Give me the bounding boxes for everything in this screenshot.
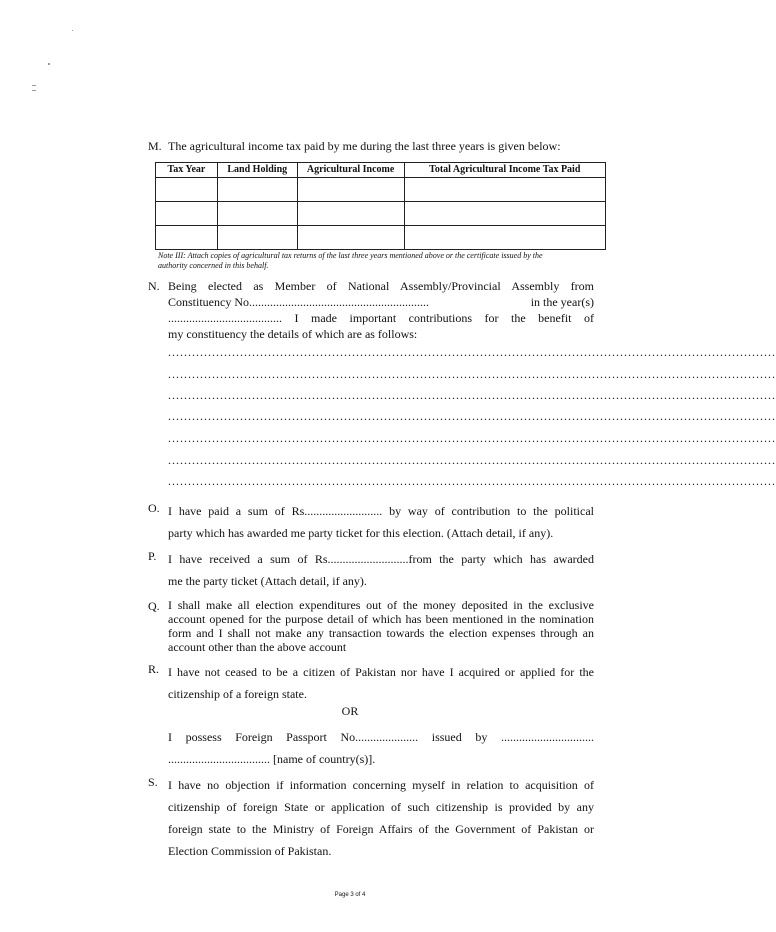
section-p-line-1: I have received a sum of Rs...........................from the party which has awarded (168, 552, 594, 566)
section-o (148, 500, 594, 545)
section-o-line-2: party which has awarded me party ticket for this election. (Attach detail, if any). (168, 526, 554, 540)
scan-speck (72, 30, 73, 31)
section-o-line-1: I have paid a sum of Rs.......................... by way of contribution to the political (168, 504, 594, 518)
section-p-letter: P. (148, 549, 157, 563)
dotted-entry-line[interactable]: ........................................................................................................................................................ (168, 345, 776, 359)
section-n-line-2 (168, 294, 594, 310)
section-n-line-1: Being elected as Member of National Assembly/Provincial Assembly from (168, 279, 594, 293)
or-separator: OR (341, 704, 359, 718)
section-n-line-3: ...................................... I made important contributions for the benefit of (168, 311, 594, 325)
scan-speck (48, 63, 50, 65)
table-header-row (156, 163, 606, 178)
column-header-tax-year: Tax Year (156, 163, 218, 178)
section-n (148, 278, 594, 348)
section-r-letter: R. (148, 662, 160, 676)
scan-speck (32, 90, 36, 91)
column-header-total-tax-paid: Total Agricultural Income Tax Paid (404, 163, 606, 178)
dotted-entry-line[interactable]: ........................................................................................................................................................ (168, 431, 776, 445)
table-cell[interactable] (297, 202, 404, 226)
table-row (156, 178, 606, 202)
table-cell[interactable] (297, 178, 404, 202)
section-r-line-2: citizenship of a foreign state. (168, 687, 307, 701)
section-m-text: The agricultural income tax paid by me during the last three years is given below: (168, 139, 561, 153)
section-q-line-4: account other than the above account (168, 640, 347, 654)
section-q-body (168, 598, 594, 654)
section-q (148, 598, 594, 658)
dotted-entry-line[interactable]: ........................................................................................................................................................ (168, 474, 776, 488)
foreign-passport-line[interactable]: I possess Foreign Passport No..................... issued by ............................... (168, 730, 594, 744)
table-cell[interactable] (156, 202, 218, 226)
section-s (148, 774, 594, 864)
section-s-line-2: citizenship of foreign State or application of such citizenship is provided by any (168, 800, 594, 814)
note-iii (158, 251, 602, 271)
section-o-letter: O. (148, 501, 160, 515)
country-name-line[interactable]: .................................. [name of country(s)]. (168, 752, 376, 766)
dotted-entry-line[interactable]: ........................................................................................................................................................ (168, 409, 776, 423)
column-header-land-holding: Land Holding (217, 163, 297, 178)
note-line-1: Note III: Attach copies of agricultural tax returns of the last three years mentioned above or the certificate issued by the (158, 251, 543, 260)
note-line-2: authority concerned in this behalf. (158, 261, 269, 270)
section-p-body (168, 548, 594, 592)
table-row (156, 226, 606, 250)
table-cell[interactable] (297, 226, 404, 250)
section-s-line-3: foreign state to the Ministry of Foreign Affairs of the Government of Pakistan or (168, 822, 594, 836)
section-q-line-3: form and I shall not make any transaction towards the election expenses through an (168, 626, 594, 640)
in-the-years-label: in the year(s) (530, 295, 594, 309)
section-n-line-4: my constituency the details of which are as follows: (168, 327, 418, 341)
constituency-number-field[interactable]: Constituency No............................................................ (168, 295, 429, 309)
table-cell[interactable] (217, 202, 297, 226)
section-s-letter: S. (148, 775, 158, 789)
dotted-entry-line[interactable]: ........................................................................................................................................................ (168, 388, 776, 402)
section-r (148, 661, 594, 706)
table-cell[interactable] (156, 226, 218, 250)
table-cell[interactable] (404, 202, 606, 226)
section-q-line-2: account opened for the purpose detail of which has been mentioned in the nomination (168, 612, 594, 626)
section-o-body (168, 500, 594, 544)
column-header-agricultural-income: Agricultural Income (297, 163, 404, 178)
section-r-passport (168, 726, 594, 770)
table-cell[interactable] (404, 226, 606, 250)
table-cell[interactable] (156, 178, 218, 202)
section-m-letter: M. (148, 139, 162, 153)
table-cell[interactable] (404, 178, 606, 202)
dotted-entry-line[interactable]: ........................................................................................................................................................ (168, 453, 776, 467)
section-s-line-4: Election Commission of Pakistan. (168, 844, 332, 858)
agricultural-tax-table (155, 162, 606, 250)
section-q-line-1: I shall make all election expenditures out of the money deposited in the exclusive (168, 598, 594, 612)
section-r-body (168, 661, 594, 705)
table-cell[interactable] (217, 178, 297, 202)
section-n-letter: N. (148, 279, 160, 293)
table-row (156, 202, 606, 226)
dotted-entry-line[interactable]: ........................................................................................................................................................ (168, 367, 776, 381)
section-p-line-2: me the party ticket (Attach detail, if any). (168, 574, 367, 588)
section-r-line-1: I have not ceased to be a citizen of Pakistan nor have I acquired or applied for the (168, 665, 594, 679)
scan-speck (32, 85, 36, 86)
section-s-line-1: I have no objection if information concerning myself in relation to acquisition of (168, 778, 594, 792)
table-cell[interactable] (217, 226, 297, 250)
page-number: Page 3 of 4 (334, 892, 366, 898)
section-p (148, 548, 594, 593)
section-q-letter: Q. (148, 599, 160, 613)
section-n-body (168, 278, 594, 342)
section-s-body (168, 774, 594, 862)
